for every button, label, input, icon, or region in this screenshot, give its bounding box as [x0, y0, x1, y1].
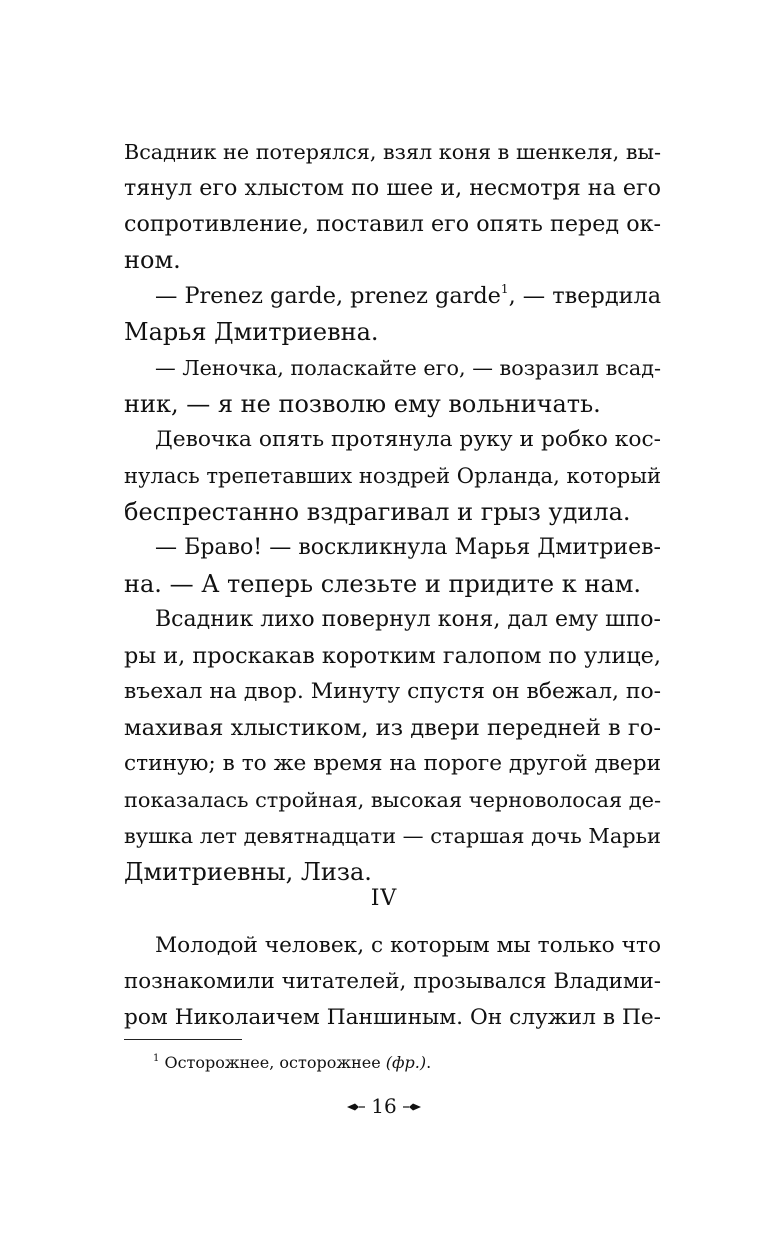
quote-tail: , — твердила [508, 283, 662, 309]
text-line: стиную; в то же время на пороге другой двери [124, 751, 661, 776]
text-line: показалась стройная, высокая черноволосая де- [124, 788, 661, 812]
quote-french: — Prenez garde, prenez garde [155, 283, 501, 309]
footnote-end: . [426, 1053, 432, 1072]
text-line: на. — А теперь слезьте и придите к нам. [124, 570, 641, 598]
footnote [153, 1052, 431, 1074]
text-line: махивая хлыстиком, из двери передней в го- [124, 715, 661, 741]
text-line: — Браво! — воскликнула Марья Дмитриев- [155, 535, 661, 560]
text-line: сопротивление, поставил его опять перед ок- [124, 211, 661, 237]
text-line: Девочка опять протянула руку и робко кос- [155, 427, 661, 452]
ornament-left-icon [347, 1102, 365, 1112]
text-line: Дмитриевны, Лиза. [124, 858, 372, 886]
text-line: ры и, проскакав коротким галопом по улице, [124, 643, 661, 669]
page-number: 16 [371, 1094, 397, 1118]
text-line: Всадник лихо повернул коня, дал ему шпо- [155, 607, 661, 632]
text-block-bottom [124, 928, 661, 1036]
text-line: тянул его хлыстом по шее и, несмотря на его [124, 175, 661, 201]
text-line: въехал на двор. Минуту спустя он вбежал, по- [124, 679, 661, 704]
footnote-lang: (фр.) [385, 1053, 427, 1072]
footnote-rule [124, 1039, 242, 1040]
text-line: вушка лет девятнадцати — старшая дочь Марьи [124, 824, 661, 848]
text-line: познакомили читателей, прозывался Владими- [124, 969, 661, 994]
text-line: беспрестанно вздрагивал и грыз удила. [124, 498, 631, 526]
text-line: Марья Дмитриевна. [124, 318, 379, 346]
chapter-heading: IV [370, 886, 398, 911]
page-number-footer [0, 1094, 768, 1118]
footnote-number: 1 [153, 1052, 160, 1064]
footnote-marker: 1 [500, 281, 509, 296]
text-line [124, 278, 661, 314]
text-line: ном. [124, 246, 181, 274]
text-line: Всадник не потерялся, взял коня в шенкеля, вы- [124, 140, 661, 164]
text-line: Молодой человек, с которым мы только что [155, 933, 661, 958]
text-line: ром Николаичем Паншиным. Он служил в Пе- [124, 1005, 661, 1030]
ornament-right-icon [403, 1102, 421, 1112]
text-line: ник, — я не позволю ему вольничать. [124, 390, 601, 418]
footnote-text: Осторожнее, осторожнее [159, 1053, 386, 1072]
text-block-top [124, 134, 661, 890]
text-line: — Леночка, поласкайте его, — возразил всад- [155, 356, 661, 380]
text-line: нулась трепетавших ноздрей Орланда, который [124, 463, 662, 488]
